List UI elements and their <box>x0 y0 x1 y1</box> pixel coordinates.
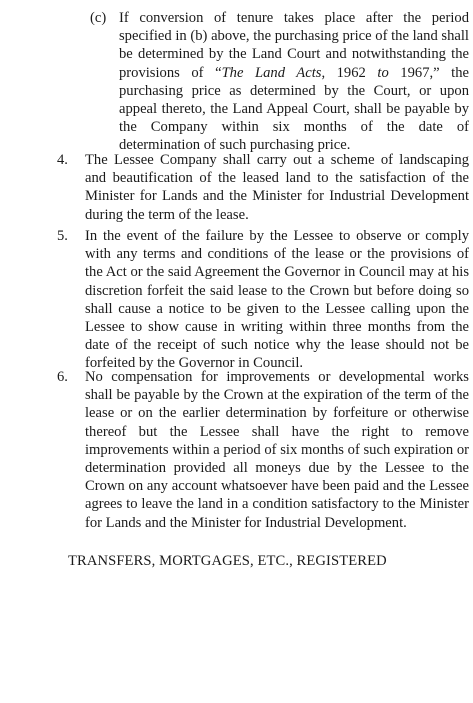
clause-6-text: No compensation for improvements or developmental works shall be payable by the Crown at the expiration of the term of the lease or on the earlier determination by forfeiture or otherwise thereof but the Lessee shall have the right to remove improvements within a period of six months of such expiration or determination provided all moneys due by the Lessee to the Crown on any account whatsoever have been paid and the Lessee agrees to leave the land in a condition satisfactory to the Minister for Lands and the Minister for Industrial Development. <box>85 369 469 531</box>
clause-5-number: 5. <box>57 228 68 244</box>
clause-c-text-mid: , 1962 <box>321 64 378 81</box>
clause-c-italic-to: to <box>377 64 389 81</box>
clause-c-act-title: The Land Acts <box>221 64 322 81</box>
clause-c-text-end: 1967,” the purchasing price as determined by the Court, or upon appeal thereto, the Land Appeal Court, shall be payable by the Company within six months of the date of determination of such purchasing price. <box>119 64 469 154</box>
clause-c-text <box>119 9 469 155</box>
clause-4-number: 4. <box>57 152 68 168</box>
clause-c-text-start: If conversion of tenure takes place after the period specified in (b) above, the purchasing price of the land shall be determined by the Land Court and notwithstanding the provisions of “ <box>119 10 469 81</box>
clause-5-text: In the event of the failure by the Lessee to observe or comply with any terms and conditions of the lease or the provisions of the Act or the said Agreement the Governor in Council may at his discretion forfeit the said lease to the Crown but before doing so shall cause a notice to be given to the Lessee calling upon the Lessee to show cause in writing within three months from the date of the receipt of such notice why the lease should not be forfeited by the Governor in Council. <box>85 228 469 372</box>
section-heading: TRANSFERS, MORTGAGES, ETC., REGISTERED <box>68 553 387 569</box>
clause-c-label: (c) <box>90 10 107 26</box>
clause-6-number: 6. <box>57 369 68 385</box>
clause-4-text: The Lessee Company shall carry out a scheme of landscaping and beautification of the leased land to the satisfaction of the Minister for Lands and the Minister for Industrial Development during the term of the lease. <box>85 152 469 223</box>
